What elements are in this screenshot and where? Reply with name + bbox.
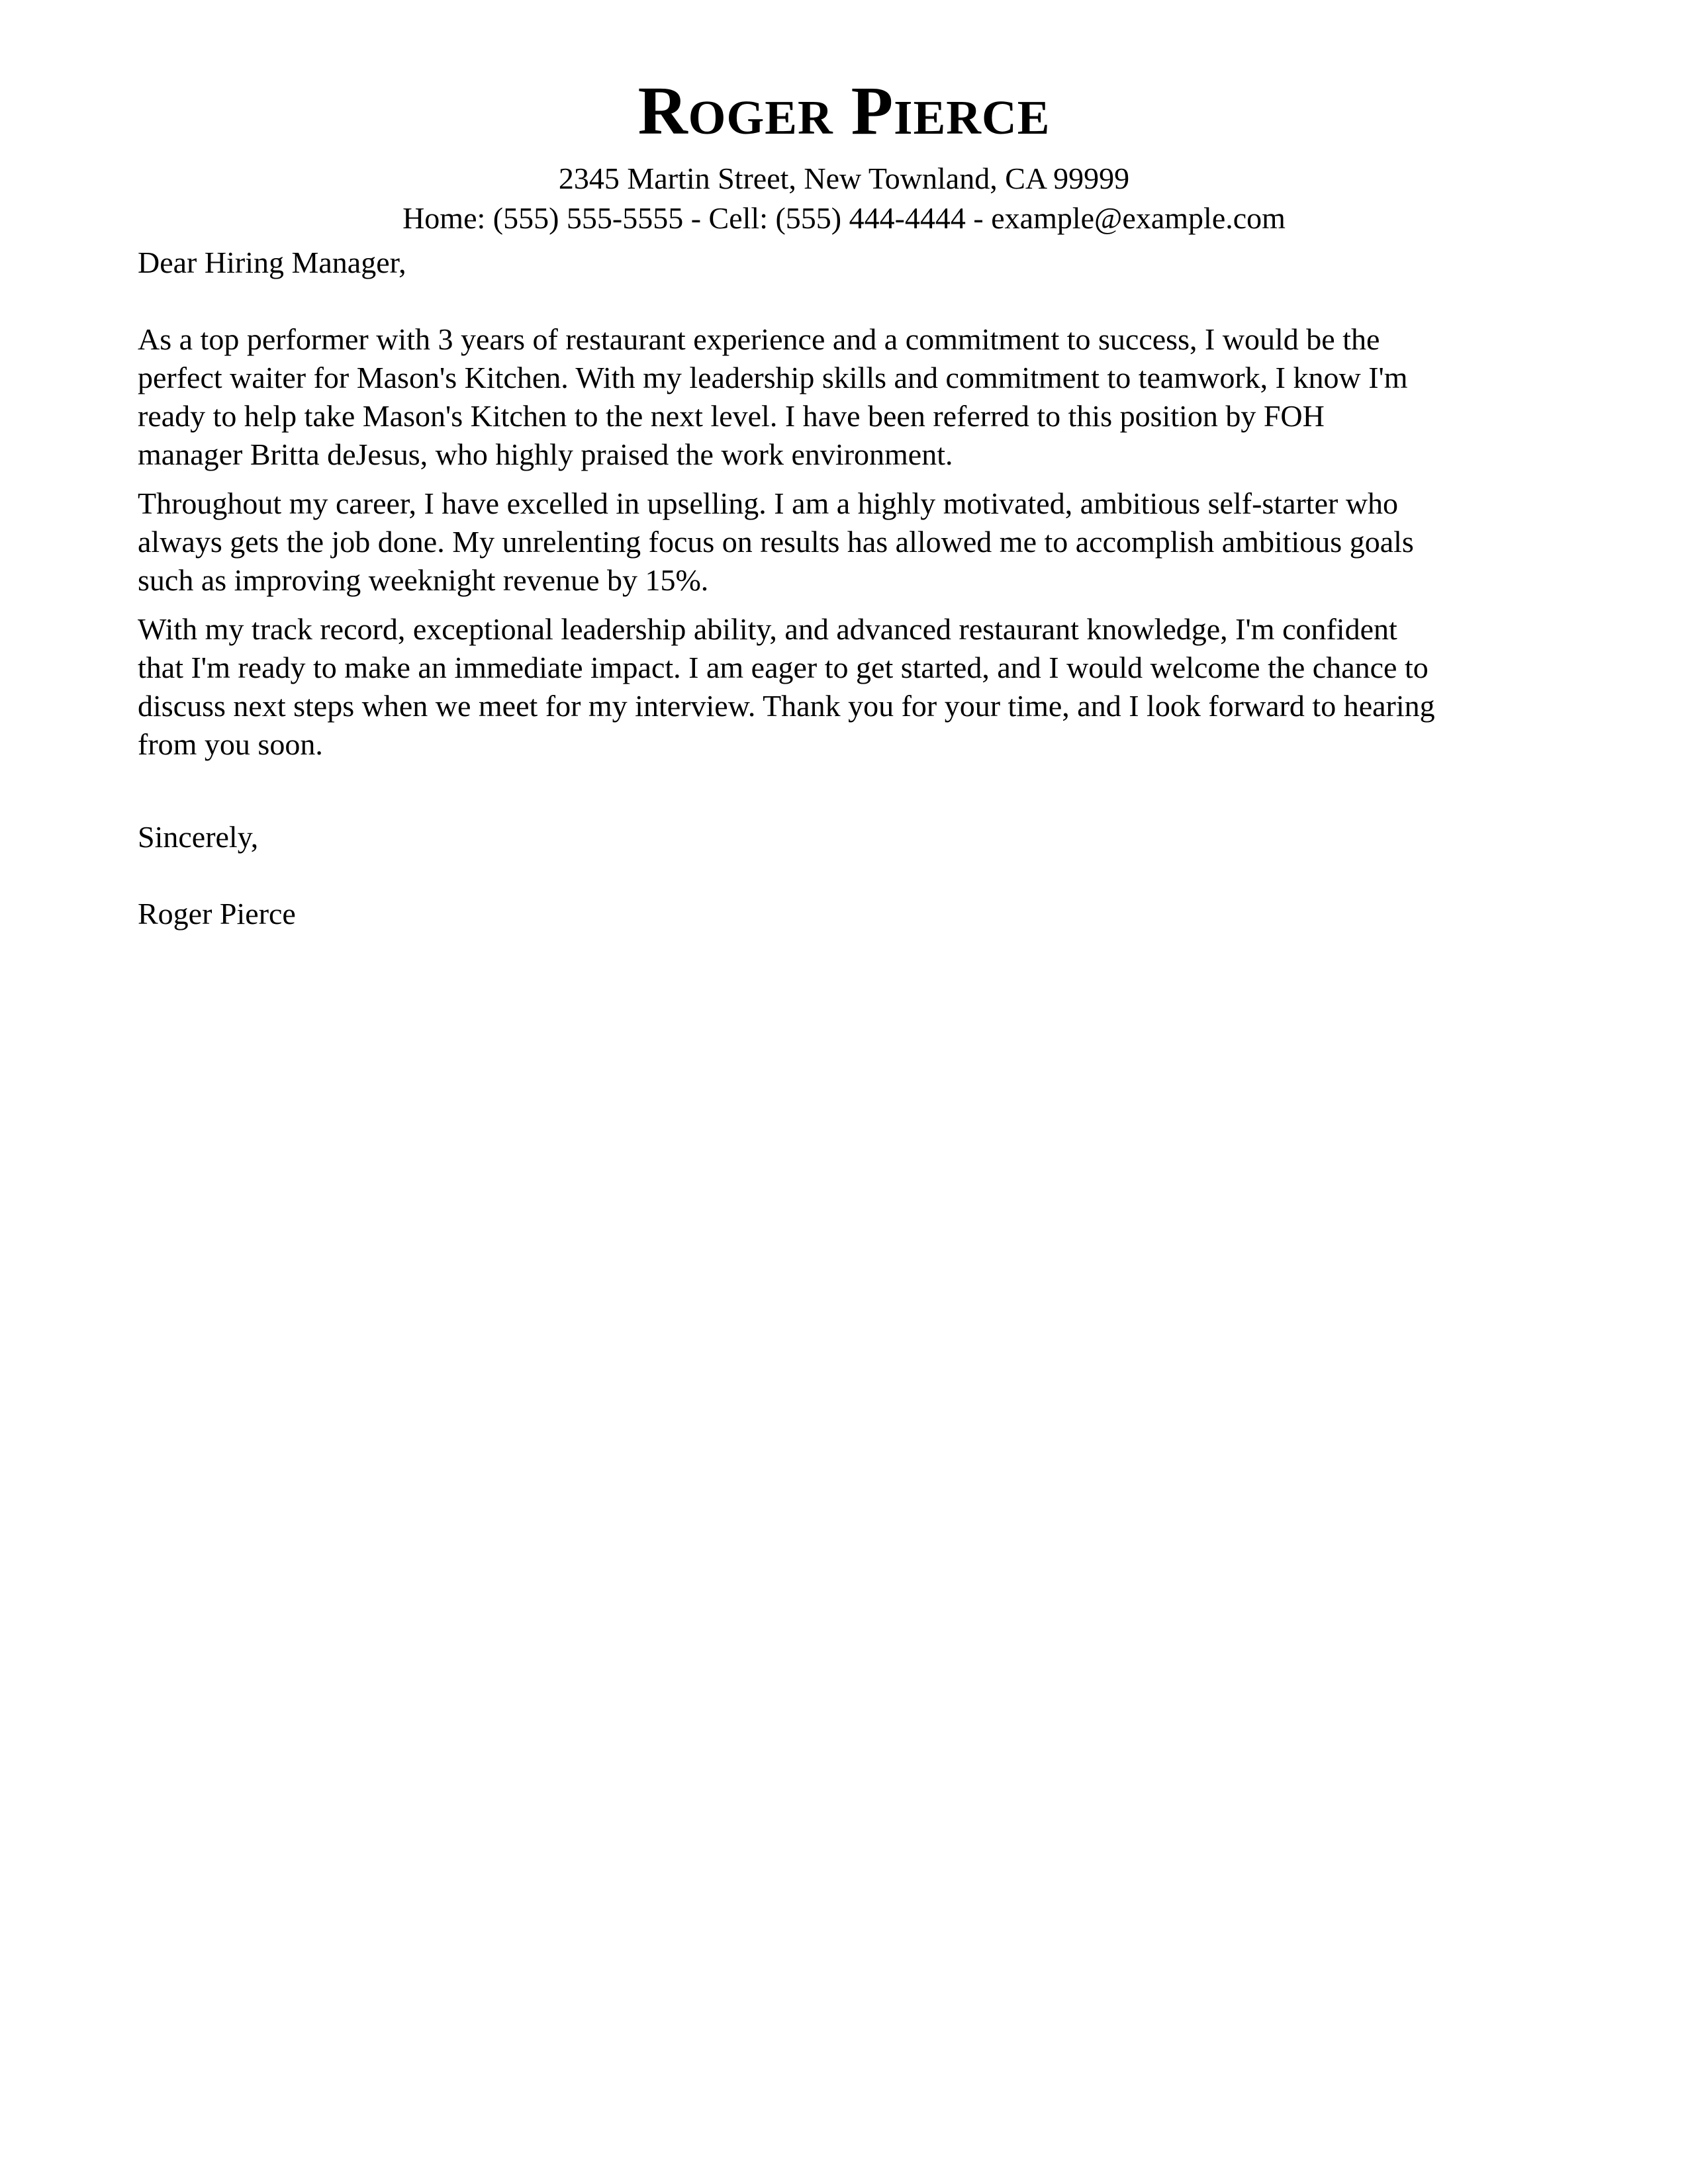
paragraph-line: With my track record, exceptional leadership ability, and advanced restaurant knowledge, I'm confident <box>138 612 1397 646</box>
paragraph-1 <box>138 320 1561 474</box>
greeting: Dear Hiring Manager, <box>138 246 406 279</box>
letter-header <box>0 71 1688 238</box>
paragraph-line: such as improving weeknight revenue by 15%. <box>138 563 709 597</box>
paragraph-line: that I'm ready to make an immediate impact. I am eager to get started, and I would welcome the chance to <box>138 651 1429 684</box>
paragraph-line: perfect waiter for Mason's Kitchen. With my leadership skills and commitment to teamwork, I know I'm <box>138 361 1408 394</box>
sender-contact: Home: (555) 555-5555 - Cell: (555) 444-4444 - example@example.com <box>402 201 1286 235</box>
sender-name: Roger Pierce <box>637 73 1051 149</box>
paragraph-line: discuss next steps when we meet for my interview. Thank you for your time, and I look forward to hearing <box>138 689 1435 723</box>
paragraph-line: from you soon. <box>138 727 323 761</box>
paragraph-line: Throughout my career, I have excelled in upselling. I am a highly motivated, ambitious self-starter who <box>138 486 1399 520</box>
paragraph-line: ready to help take Mason's Kitchen to the next level. I have been referred to this position by FOH <box>138 399 1325 433</box>
paragraph-2 <box>138 484 1561 600</box>
closing: Sincerely, <box>138 820 259 854</box>
sender-address: 2345 Martin Street, New Townland, CA 99999 <box>558 161 1130 195</box>
letter-body <box>138 244 1561 933</box>
paragraph-line: always gets the job done. My unrelenting focus on results has allowed me to accomplish ambitious goals <box>138 525 1414 559</box>
paragraph-line: manager Britta deJesus, who highly praised the work environment. <box>138 437 953 471</box>
paragraph-line: As a top performer with 3 years of restaurant experience and a commitment to success, I would be the <box>138 322 1380 356</box>
signature: Roger Pierce <box>138 897 296 931</box>
paragraph-3 <box>138 610 1561 764</box>
